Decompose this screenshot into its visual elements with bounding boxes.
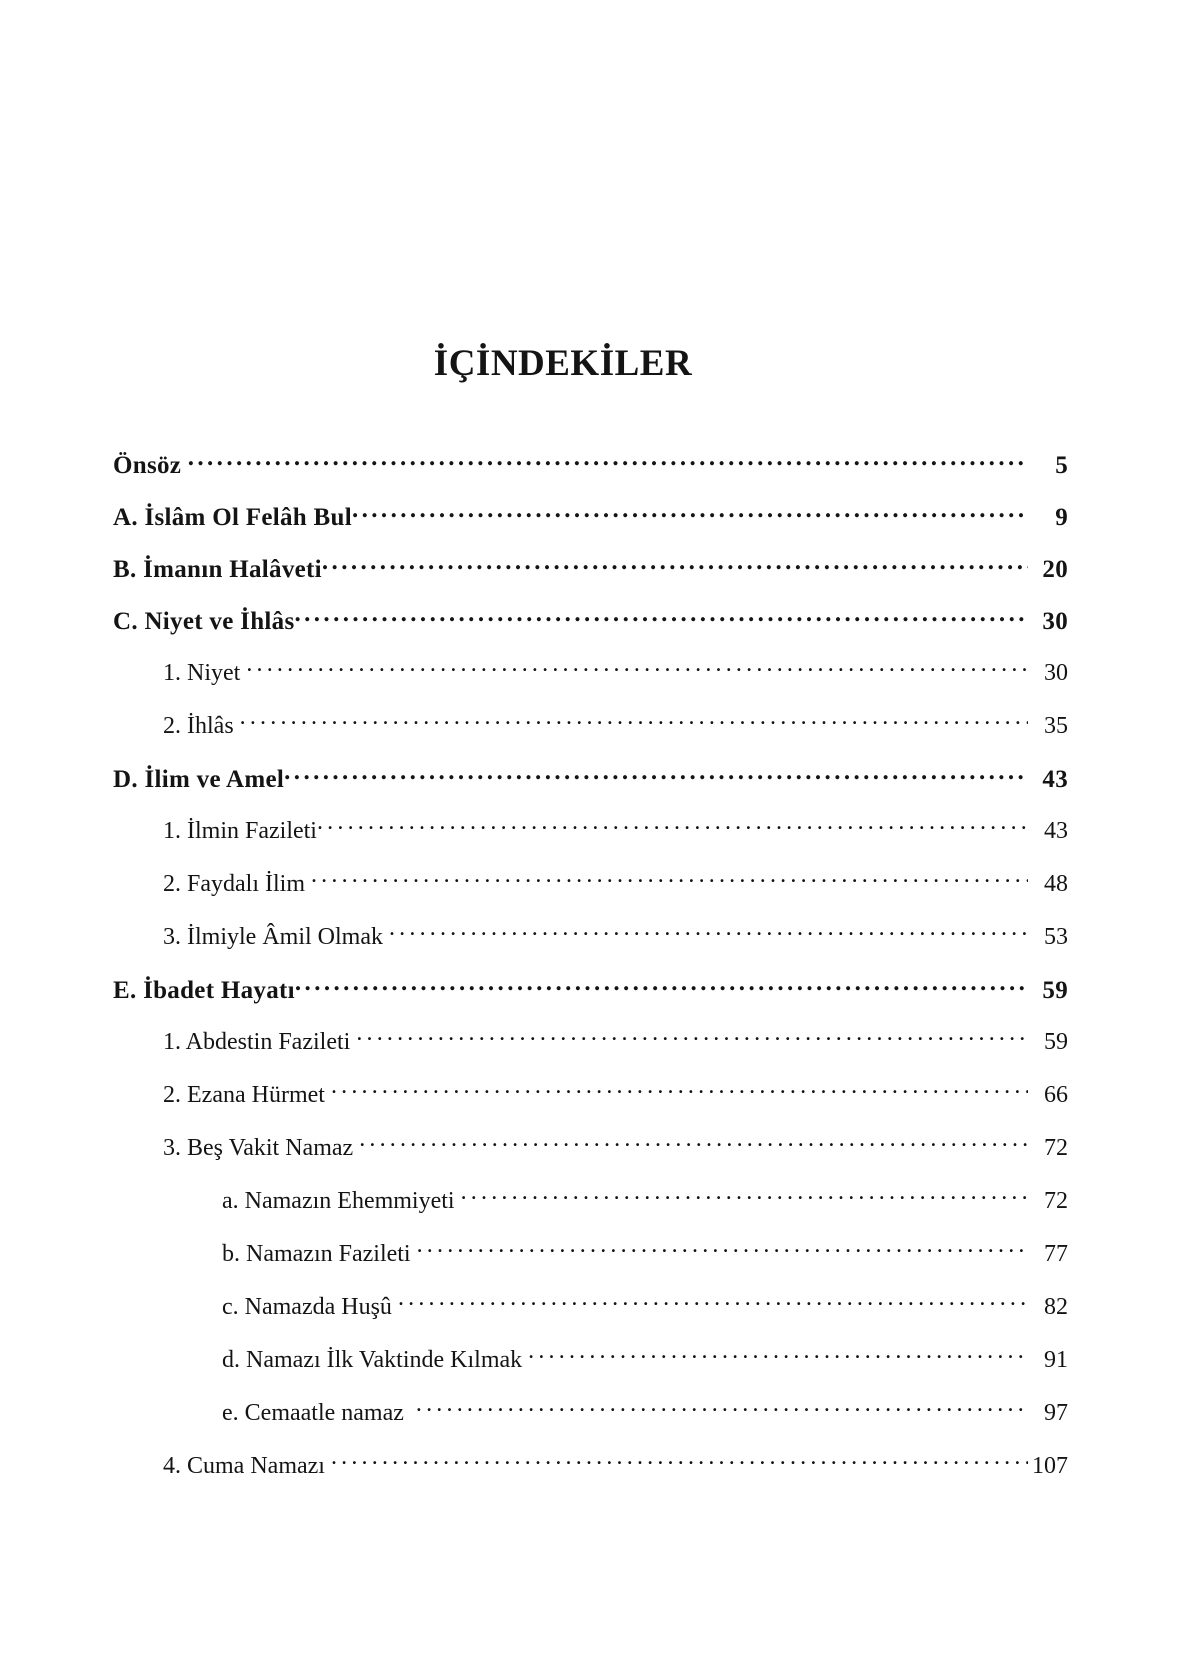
toc-entry-label: 1. Abdestin Fazileti	[163, 1029, 357, 1055]
toc-entry-label: a. Namazın Ehemmiyeti	[222, 1188, 461, 1214]
toc-entry-label: B. İmanın Halâveti	[113, 556, 322, 583]
toc-dot-leader	[294, 604, 1028, 629]
toc-entry[interactable]	[113, 604, 1068, 636]
toc-entry[interactable]	[113, 1449, 1068, 1480]
toc-dot-leader	[240, 709, 1028, 733]
toc-entry-page-number: 43	[1044, 818, 1068, 844]
toc-entry-label: d. Namazı İlk Vaktinde Kılmak	[222, 1347, 529, 1373]
toc-entry-page-number: 48	[1044, 871, 1068, 897]
toc-dot-leader	[461, 1184, 1028, 1208]
toc-entry-page-number: 72	[1044, 1188, 1068, 1214]
toc-entry-page-number: 91	[1044, 1347, 1068, 1373]
toc-entry[interactable]	[113, 1184, 1068, 1215]
toc-entry-label: 2. Ezana Hürmet	[163, 1082, 331, 1108]
toc-entry[interactable]	[113, 1131, 1068, 1162]
toc-entry[interactable]	[113, 1237, 1068, 1268]
toc-dot-leader	[284, 762, 1028, 787]
toc-entry[interactable]	[113, 920, 1068, 951]
page-title: İÇİNDEKİLER	[433, 343, 693, 384]
toc-entry-page-number: 53	[1044, 924, 1068, 950]
toc-entry[interactable]	[113, 973, 1068, 1005]
toc-dot-leader	[295, 973, 1028, 998]
toc-entry-page-number: 9	[1055, 504, 1068, 531]
toc-entry-page-number: 30	[1042, 608, 1068, 635]
toc-entry-page-number: 66	[1044, 1082, 1068, 1108]
toc-entry[interactable]	[113, 500, 1068, 532]
toc-entry-label: 4. Cuma Namazı	[163, 1453, 331, 1479]
toc-entry-page-number: 77	[1044, 1241, 1068, 1267]
toc-dot-leader	[311, 867, 1028, 891]
toc-dot-leader	[359, 1131, 1028, 1155]
toc-entry-label: 2. Faydalı İlim	[163, 871, 311, 897]
toc-entry-label: 1. İlmin Fazileti	[163, 818, 317, 844]
toc-list	[113, 382, 1068, 1480]
toc-entry-label: e. Cemaatle namaz	[222, 1400, 416, 1426]
toc-entry-label: 1. Niyet	[163, 660, 247, 686]
toc-entry[interactable]	[113, 867, 1068, 898]
toc-entry-page-number: 20	[1042, 556, 1068, 583]
toc-dot-leader	[352, 500, 1028, 525]
toc-entry[interactable]	[113, 814, 1068, 845]
toc-entry-page-number: 107	[1032, 1453, 1068, 1479]
toc-dot-leader	[398, 1290, 1028, 1314]
toc-entry-page-number: 35	[1044, 713, 1068, 739]
toc-entry-page-number: 30	[1044, 660, 1068, 686]
toc-entry[interactable]	[113, 552, 1068, 584]
toc-entry-label: Önsöz	[113, 452, 188, 479]
toc-dot-leader	[246, 656, 1028, 680]
toc-entry[interactable]	[113, 1396, 1068, 1427]
toc-dot-leader	[322, 552, 1028, 577]
toc-entry[interactable]	[113, 762, 1068, 794]
toc-dot-leader	[317, 814, 1028, 838]
toc-entry-page-number: 59	[1042, 977, 1068, 1004]
toc-entry-label: c. Namazda Huşû	[222, 1294, 398, 1320]
toc-entry-label: C. Niyet ve İhlâs	[113, 608, 295, 635]
toc-entry[interactable]	[113, 1078, 1068, 1109]
toc-entry-page-number: 97	[1044, 1400, 1068, 1426]
toc-entry-label: E. İbadet Hayatı	[113, 977, 295, 1004]
toc-entry-page-number: 5	[1055, 452, 1068, 479]
toc-dot-leader	[528, 1343, 1028, 1367]
toc-entry[interactable]	[113, 656, 1068, 687]
toc-entry-page-number: 82	[1044, 1294, 1068, 1320]
toc-entry-page-number: 43	[1042, 766, 1068, 793]
toc-dot-leader	[331, 1449, 1028, 1473]
toc-entry-label: 3. Beş Vakit Namaz	[163, 1135, 360, 1161]
toc-entry[interactable]	[113, 709, 1068, 740]
toc-entry-label: 2. İhlâs	[163, 713, 240, 739]
toc-entry[interactable]	[113, 1290, 1068, 1321]
toc-entry[interactable]	[113, 1025, 1068, 1056]
toc-dot-leader	[331, 1078, 1028, 1102]
toc-dot-leader	[417, 1237, 1028, 1261]
toc-dot-leader	[188, 448, 1028, 473]
toc-entry-label: 3. İlmiyle Âmil Olmak	[163, 924, 389, 950]
toc-dot-leader	[356, 1025, 1028, 1049]
toc-entry-label: D. İlim ve Amel	[113, 766, 285, 793]
toc-entry-label: b. Namazın Fazileti	[222, 1241, 417, 1267]
toc-dot-leader	[389, 920, 1028, 944]
toc-entry[interactable]	[113, 1343, 1068, 1374]
toc-entry-page-number: 59	[1044, 1029, 1068, 1055]
toc-entry[interactable]	[113, 448, 1068, 480]
toc-entry-label: A. İslâm Ol Felâh Bul	[113, 504, 352, 531]
toc-dot-leader	[416, 1396, 1028, 1420]
toc-entry-page-number: 72	[1044, 1135, 1068, 1161]
